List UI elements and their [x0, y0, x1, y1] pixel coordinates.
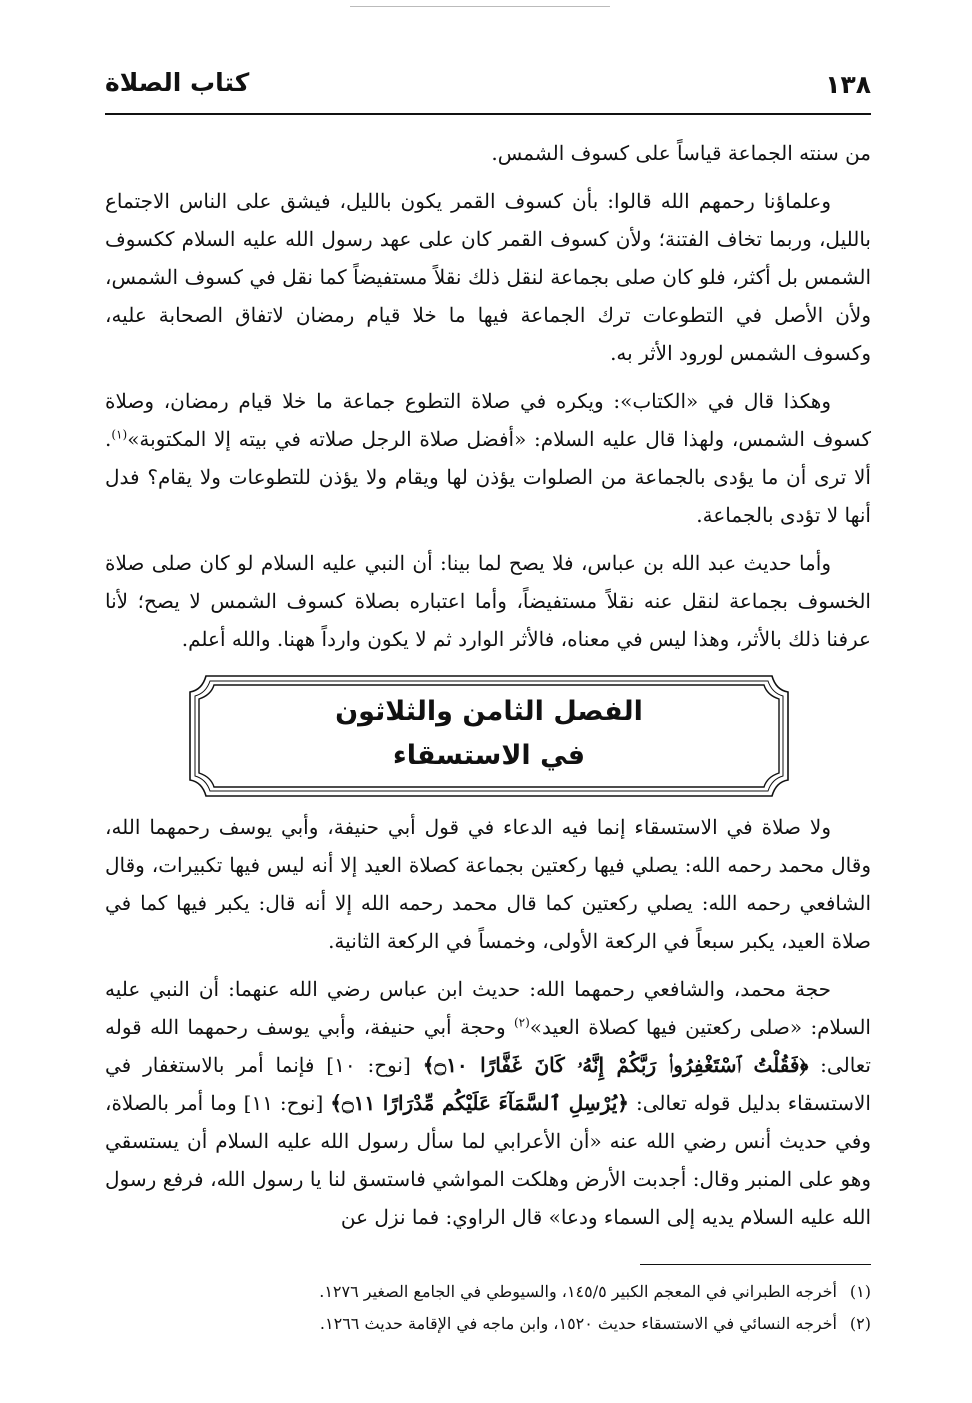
paragraph: وعلماؤنا رحمهم الله قالوا: بأن كسوف القمر يكون بالليل، فيشق على الناس الاجتماع بالليل، وربما تخاف الفتنة؛ ولأن كسوف القمر كان على عهد رسول الله عليه السلام ككسوف الشمس بل أكثر، فلو كان صلى بجماعة لنقل ذلك نقلاً مستفيضاً كما نقل في كسوف الشمس، ولأن الأصل في التطوعات ترك الجماعة فيها ما خلا قيام رمضان لاتفاق الصحابة عليه، وكسوف الشمس لورود الأثر به. — [105, 189, 871, 365]
chapter-title — [188, 674, 790, 798]
page-number: ١٣٨ — [825, 70, 871, 99]
paragraph-text: [نوح: ١١] وما أمر بالصلاة، وفي حديث أنس رضي الله عنه «أن الأعرابي لما سأل رسول الله عليه السلام أن يستسقي وهو على المنبر وقال: أجدبت الأرض وهلكت المواشي فاستسق لنا يا رسول الله، فرفع رسول الله عليه السلام يديه إلى السماء ودعا» قال الراوي: فما نزل عن — [105, 1091, 871, 1229]
running-title: كتاب الصلاة — [105, 68, 250, 97]
footnote-divider — [640, 1264, 871, 1265]
paragraph: من سنته الجماعة قياساً على كسوف الشمس. — [491, 141, 871, 165]
footnote-text: أخرجه النسائي في الاستسقاء حديث ١٥٢٠، وابن ماجه في الإقامة حديث ١٢٦٦. — [319, 1314, 837, 1333]
chapter-heading-frame — [188, 674, 790, 798]
paragraph-text: حجة محمد، والشافعي رحمهما الله: حديث ابن عباس رضي الله عنهما: أن النبي عليه السلام: «صلى ركعتين فيها كصلاة العيد» — [105, 977, 871, 1039]
footnotes — [105, 1276, 871, 1340]
paragraph-text: وحجة أبي حنيفة، وأبي يوسف رحمهما الله قوله تعالى: — [105, 1015, 871, 1077]
paragraph-text: وهكذا قال في «الكتاب»: ويكره في صلاة التطوع جماعة ما خلا قيام رمضان، وصلاة كسوف الشمس، ولهذا قال عليه السلام: «أفضل صلاة الرجل صلاته في بيته إلا المكتوبة» — [105, 389, 871, 451]
chapter-title-line2: في الاستسقاء — [392, 740, 586, 771]
scan-edge-mark — [350, 6, 610, 7]
footnote — [105, 1276, 871, 1308]
paragraph — [105, 970, 871, 1236]
footnote-reference: (٢) — [513, 1015, 530, 1030]
chapter-title-line1: الفصل الثامن والثلاثون — [335, 696, 643, 727]
footnote-number: (١) — [849, 1282, 871, 1301]
quran-verse: ﴿يُرْسِلِ ٱلسَّمَآءَ عَلَيْكُم مِّدْرَارًا ۝١١﴾ — [330, 1091, 630, 1115]
paragraph: ولا صلاة في الاستسقاء إنما فيه الدعاء في قول أبي حنيفة، وأبي يوسف رحمهما الله، وقال محمد رحمه الله: يصلي فيها ركعتين بجماعة كصلاة العيد إلا أنه ليس فيها تكبيرات، وقال الشافعي رحمه الله: يصلي ركعتين كما قال محمد رحمه الله إلا أنه قال: يكبر فيها كما في صلاة العيد، يكبر سبعاً في الركعة الأولى، وخمساً في الركعة الثانية. — [105, 815, 871, 953]
section-two-text — [105, 808, 871, 1236]
header-divider — [105, 113, 871, 115]
footnote-number: (٢) — [849, 1314, 871, 1333]
paragraph-text: [نوح: ١٠] فإنما أمر بالاستغفار في الاستسقاء بدليل قوله تعالى: — [105, 1053, 871, 1115]
page-header — [105, 58, 871, 114]
paragraph: وأما حديث عبد الله بن عباس، فلا يصح لما بينا: أن النبي عليه السلام لو كان صلى صلاة الخسوف بجماعة لنقل عنه نقلاً مستفيضاً، وأما اعتباره بصلاة كسوف الشمس لا يصح؛ لأنا عرفنا ذلك بالأثر، وهذا ليس في معناه، فالأثر الوارد ثم لا يكون وارداً ههنا. والله أعلم. — [105, 551, 871, 651]
footnote-reference: (١) — [111, 427, 128, 442]
footnote — [105, 1308, 871, 1340]
paragraph-text: . ألا ترى أن ما يؤدى بالجماعة من الصلوات يؤذن لها ويقام ولا يؤذن للتطوعات ولا يقام؟ فدل أنها لا تؤدى بالجماعة. — [105, 427, 871, 527]
quran-verse: ﴿فَقُلْتُ ٱسْتَغْفِرُوا۟ رَبَّكُمْ إِنَّهُۥ كَانَ غَفَّارًا ۝١٠﴾ — [422, 1053, 809, 1077]
footnote-text: أخرجه الطبراني في المعجم الكبير ١٤٥/٥، والسيوطي في الجامع الصغير ١٢٧٦. — [319, 1282, 837, 1301]
section-one-text — [105, 134, 871, 658]
paragraph — [105, 382, 871, 534]
